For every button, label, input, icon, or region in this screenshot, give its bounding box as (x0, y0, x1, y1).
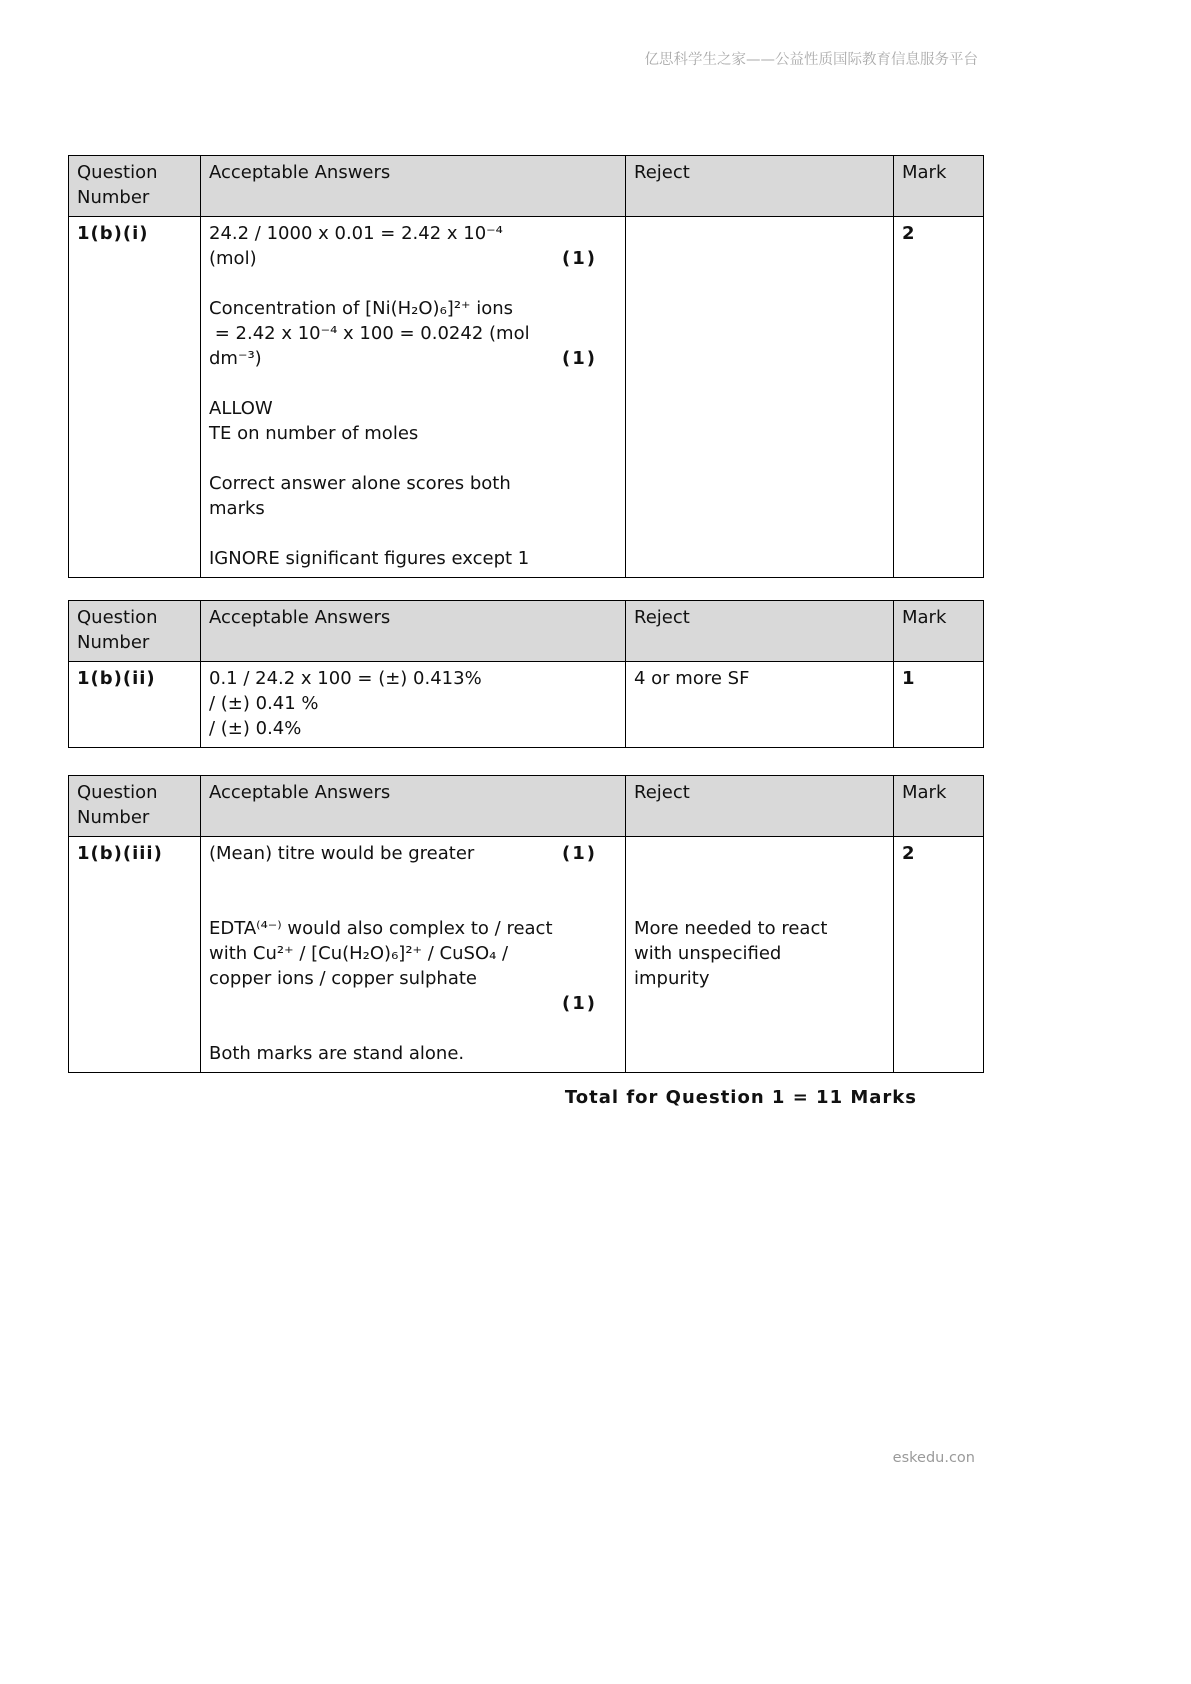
blank-line (209, 271, 617, 296)
answer-text: = 2.42 x 10⁻⁴ x 100 = 0.0242 (mol (209, 323, 530, 344)
table-header-row (69, 156, 984, 217)
header-question-number: Question Number (69, 776, 201, 837)
blank-line (209, 866, 617, 891)
blank-line (209, 1016, 617, 1041)
table-header-row (69, 601, 984, 662)
mark-point: (1) (562, 993, 597, 1014)
answer-text: (Mean) titre would be greater (209, 843, 475, 864)
total-marks-line: Total for Question 1 = 11 Marks (564, 1087, 917, 1108)
answer-row (69, 662, 984, 748)
header-question-number: Question Number (69, 156, 201, 217)
answer-line (209, 841, 617, 866)
mark-point: (1) (562, 248, 597, 269)
answer-text: 24.2 / 1000 x 0.01 = 2.42 x 10⁻⁴ (209, 223, 503, 244)
mark-point: (1) (562, 348, 597, 369)
header-watermark: 亿思科学生之家——公益性质国际教育信息服务平台 (644, 52, 978, 68)
mark-scheme-table-q1biii (68, 775, 984, 1073)
answer-row (69, 837, 984, 1073)
answer-text: with Cu²⁺ / [Cu(H₂O)₆]²⁺ / CuSO₄ / (209, 943, 509, 964)
answer-row (69, 217, 984, 578)
header-acceptable-answers: Acceptable Answers (201, 601, 626, 662)
reject-cell (626, 217, 894, 578)
blank-line (209, 371, 617, 396)
header-reject: Reject (626, 776, 894, 837)
reject-cell: 4 or more SF (626, 662, 894, 748)
blank-line (209, 891, 617, 916)
reject-text: impurity (634, 968, 710, 989)
acceptable-answers-cell (201, 837, 626, 1073)
answer-line (209, 346, 617, 371)
answer-text: Correct answer alone scores both (209, 473, 511, 494)
answer-text: (mol) (209, 248, 257, 269)
blank-line (209, 521, 617, 546)
header-question-number: Question Number (69, 601, 201, 662)
mark-cell: 1 (894, 662, 984, 748)
answer-text: TE on number of moles (209, 423, 419, 444)
allow-label: ALLOW (209, 398, 273, 419)
answer-line (209, 246, 617, 271)
answer-text: EDTA⁽⁴⁻⁾ would also complex to / react (209, 918, 553, 939)
answer-note: Both marks are stand alone. (209, 1043, 465, 1064)
mark-point: (1) (562, 843, 597, 864)
mark-scheme-table-q1bii (68, 600, 984, 748)
header-reject: Reject (626, 156, 894, 217)
header-mark: Mark (894, 156, 984, 217)
acceptable-answers-cell (201, 217, 626, 578)
answer-text: / (±) 0.41 % (209, 693, 319, 714)
header-acceptable-answers: Acceptable Answers (201, 776, 626, 837)
answer-text: Concentration of [Ni(H₂O)₆]²⁺ ions (209, 298, 514, 319)
reject-text: More needed to react (634, 918, 828, 939)
mark-cell: 2 (894, 837, 984, 1073)
document-body (68, 155, 983, 1108)
header-acceptable-answers: Acceptable Answers (201, 156, 626, 217)
answer-text: copper ions / copper sulphate (209, 968, 478, 989)
answer-text: / (±) 0.4% (209, 718, 302, 739)
reject-text: with unspecified (634, 943, 782, 964)
answer-text: 0.1 / 24.2 x 100 = (±) 0.413% (209, 668, 482, 689)
header-mark: Mark (894, 601, 984, 662)
header-mark: Mark (894, 776, 984, 837)
blank-line (209, 446, 617, 471)
ignore-text: IGNORE significant figures except 1 (209, 548, 530, 569)
mark-cell: 2 (894, 217, 984, 578)
question-number-cell: 1(b)(ii) (69, 662, 201, 748)
mark-scheme-table-q1bi (68, 155, 984, 578)
question-number-cell: 1(b)(i) (69, 217, 201, 578)
answer-text: dm⁻³) (209, 348, 262, 369)
reject-text-block (634, 916, 885, 991)
question-number-cell: 1(b)(iii) (69, 837, 201, 1073)
footer-site-label: eskedu.con (892, 1450, 975, 1466)
acceptable-answers-cell (201, 662, 626, 748)
table-header-row (69, 776, 984, 837)
header-reject: Reject (626, 601, 894, 662)
answer-text: marks (209, 498, 265, 519)
reject-cell (626, 837, 894, 1073)
